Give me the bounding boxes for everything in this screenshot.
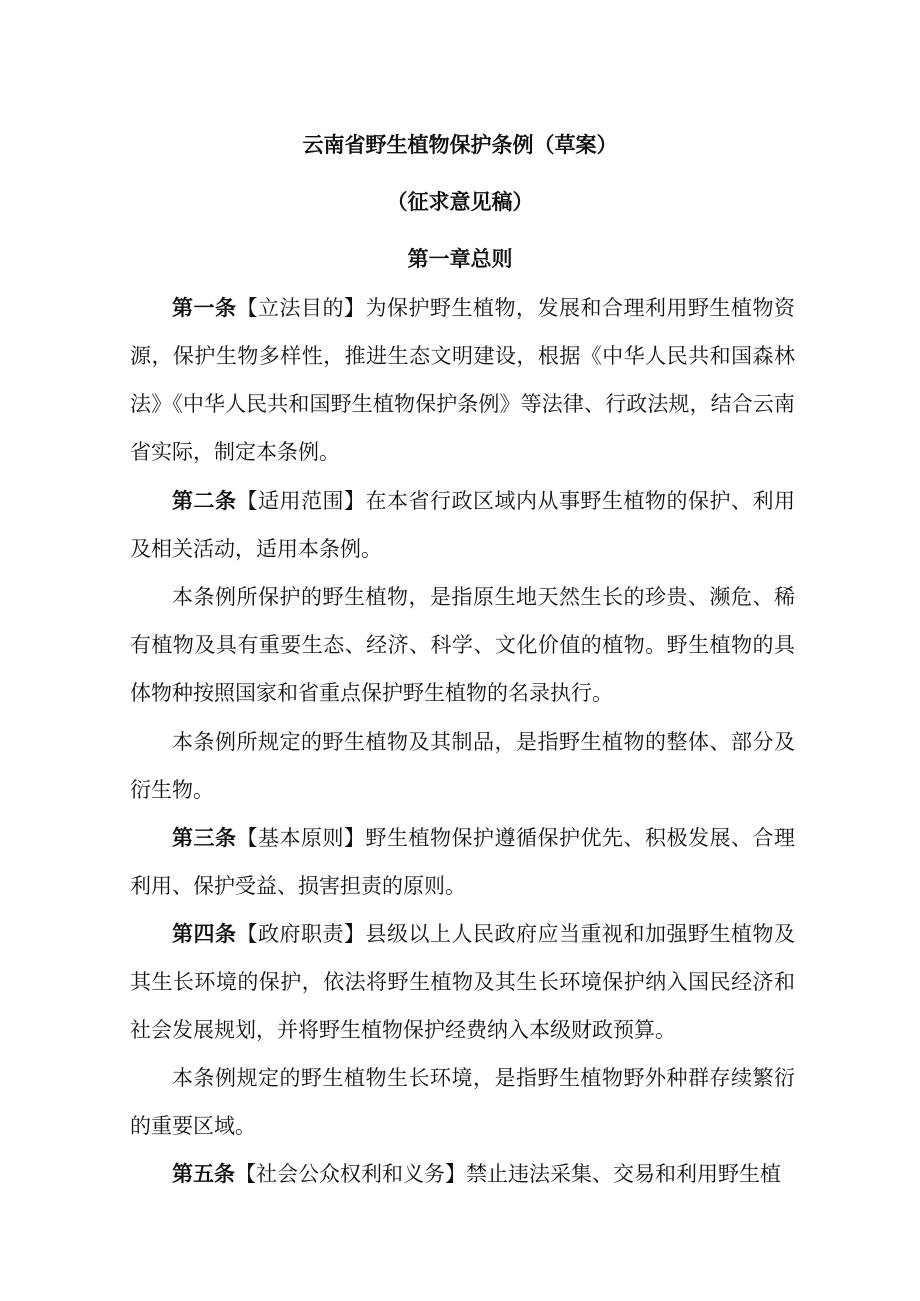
article-number: 第三条 xyxy=(172,826,237,850)
article-number: 第四条 xyxy=(172,922,237,946)
paragraph-text: 【立法目的】为保护野生植物，发展和合理利用野生植物资源，保护生物多样性，推进生态文明建设，根据《中华人民共和国森林法》《中华人民共和国野生植物保护条例》等法律、行政法规，结合云南省实际，制定本条例。 xyxy=(130,296,795,464)
article-4-clause-2 xyxy=(130,1054,795,1150)
article-2-paragraph xyxy=(130,477,795,573)
paragraph-text: 本条例规定的野生植物生长环境，是指野生植物野外种群存续繁衍的重要区域。 xyxy=(130,1066,795,1138)
chapter-heading: 第一章总则 xyxy=(407,247,513,271)
paragraph-text: 【适用范围】在本省行政区域内从事野生植物的保护、利用及相关活动，适用本条例。 xyxy=(130,489,795,561)
article-number: 第五条 xyxy=(172,1162,235,1186)
article-3-paragraph xyxy=(130,814,795,910)
paragraph-text: 【政府职责】县级以上人民政府应当重视和加强野生植物及其生长环境的保护，依法将野生植物及其生长环境保护纳入国民经济和社会发展规划，并将野生植物保护经费纳入本级财政预算。 xyxy=(130,922,795,1042)
document-subtitle: （征求意见稿） xyxy=(386,190,534,214)
article-number: 第二条 xyxy=(172,489,237,513)
paragraph-text: 【社会公众权利和义务】禁止违法采集、交易和利用野生植 xyxy=(235,1162,781,1186)
article-2-clause-2 xyxy=(130,573,795,717)
article-1-paragraph xyxy=(130,284,795,476)
paragraph-text: 【基本原则】野生植物保护遵循保护优先、积极发展、合理利用、保护受益、损害担责的原则。 xyxy=(130,826,795,898)
article-5-paragraph xyxy=(130,1150,795,1198)
article-4-paragraph xyxy=(130,910,795,1054)
article-2-clause-3 xyxy=(130,718,795,814)
paragraph-text: 本条例所规定的野生植物及其制品，是指野生植物的整体、部分及衍生物。 xyxy=(130,730,795,802)
paragraph-text: 本条例所保护的野生植物，是指原生地天然生长的珍贵、濒危、稀有植物及具有重要生态、经济、科学、文化价值的植物。野生植物的具体物种按照国家和省重点保护野生植物的名录执行。 xyxy=(130,585,795,705)
document-title: 云南省野生植物保护条例（草案） xyxy=(302,133,618,157)
article-number: 第一条 xyxy=(172,296,237,320)
